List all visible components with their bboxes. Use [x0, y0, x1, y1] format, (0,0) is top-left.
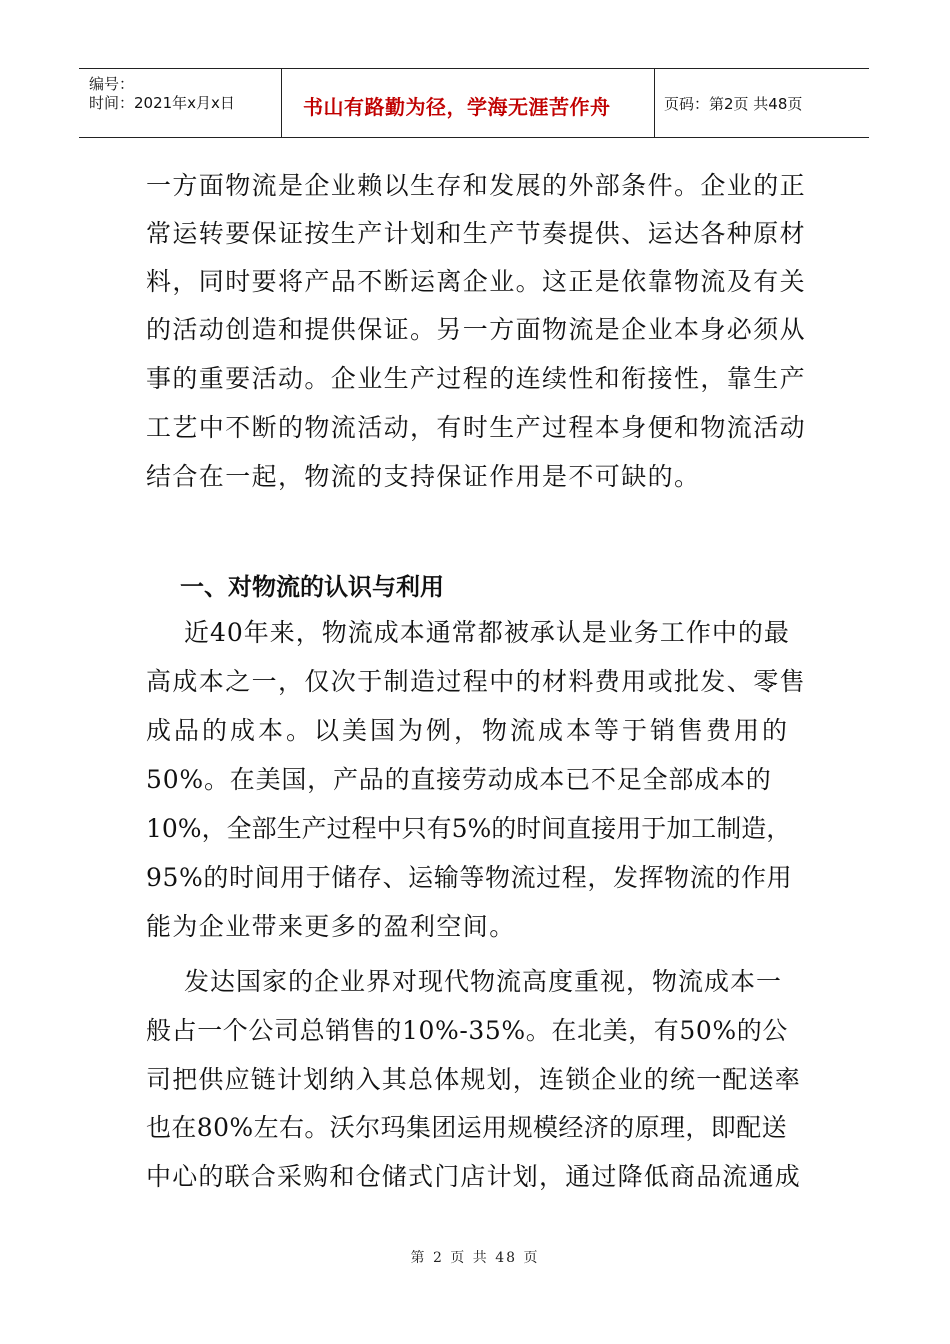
paragraph-line: 司把供应链计划纳入其总体规划，连锁企业的统一配送率 [146, 1065, 802, 1094]
paragraph-line: 发达国家的企业界对现代物流高度重视，物流成本一 [184, 967, 783, 996]
page-header [79, 68, 869, 138]
paragraph-line: 成品的成本。以美国为例，物流成本等于销售费用的 [146, 716, 791, 745]
paragraph-line: 也在80%左右。沃尔玛集团运用规模经济的原理，即配送 [146, 1113, 787, 1142]
paragraph-line: 常运转要保证按生产计划和生产节奏提供、运达各种原材 [146, 219, 807, 248]
document-date-label: 时间：2021年x月x日 [89, 94, 235, 112]
paragraph-line: 50%。在美国，产品的直接劳动成本已不足全部成本的 [146, 765, 772, 794]
paragraph-line: 95%的时间用于储存、运输等物流过程，发挥物流的作用 [146, 863, 793, 892]
header-motto: 书山有路勤为径，学海无涯苦作舟 [303, 95, 611, 119]
paragraph-line: 结合在一起，物流的支持保证作用是不可缺的。 [146, 462, 701, 491]
paragraph-line: 近40年来，物流成本通常都被承认是业务工作中的最 [184, 618, 790, 647]
header-page-cell [654, 69, 869, 137]
paragraph-line: 中心的联合采购和仓储式门店计划，通过降低商品流通成 [146, 1162, 802, 1191]
paragraph-line: 的活动创造和提供保证。另一方面物流是企业本身必须从 [146, 315, 807, 344]
paragraph-line: 能为企业带来更多的盈利空间。 [146, 912, 516, 941]
document-number-label: 编号： [89, 75, 135, 93]
page-footer: 第 2 页 共 48 页 [410, 1250, 540, 1266]
paragraph-line: 料，同时要将产品不断运离企业。这正是依靠物流及有关 [146, 267, 807, 296]
header-page-number: 页码：第2页 共48页 [664, 95, 803, 113]
paragraph-line: 工艺中不断的物流活动，有时生产过程本身便和物流活动 [146, 413, 807, 442]
paragraph-line: 一方面物流是企业赖以生存和发展的外部条件。企业的正 [146, 171, 807, 200]
paragraph-line: 事的重要活动。企业生产过程的连续性和衔接性，靠生产 [146, 364, 807, 393]
header-info-cell [79, 69, 282, 137]
paragraph-line: 10%，全部生产过程中只有5%的时间直接用于加工制造， [146, 814, 792, 843]
header-motto-cell [281, 69, 655, 137]
section-heading: 一、对物流的认识与利用 [180, 573, 444, 601]
paragraph-line: 高成本之一，仅次于制造过程中的材料费用或批发、零售 [146, 667, 807, 696]
paragraph-line: 般占一个公司总销售的10%-35%。在北美，有50%的公 [146, 1016, 788, 1045]
